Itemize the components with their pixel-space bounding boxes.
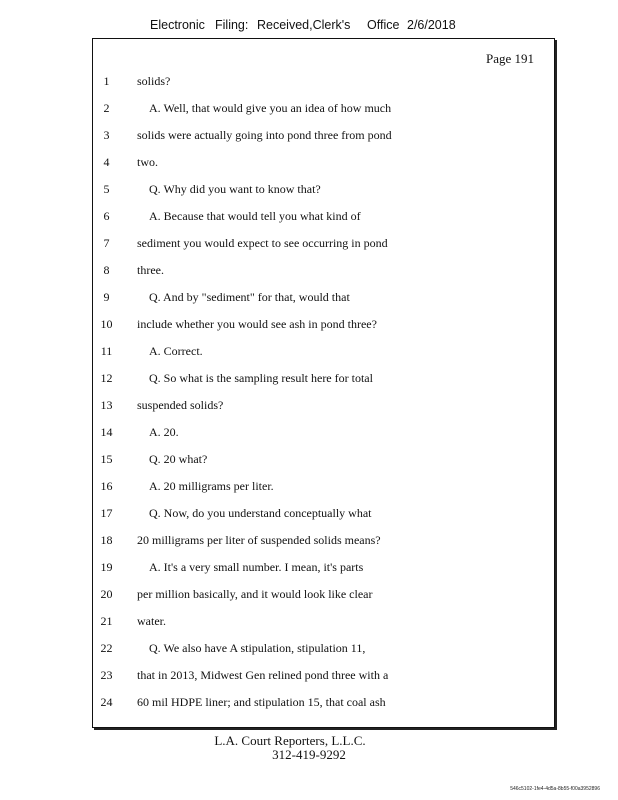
transcript-line — [93, 98, 554, 118]
line-text: per million basically, and it would look like clear — [137, 587, 373, 601]
line-text: Q. And by "sediment" for that, would that — [149, 290, 350, 304]
line-text: suspended solids? — [137, 398, 224, 412]
court-reporter-phone: 312-419-9292 — [272, 747, 346, 762]
transcript-line — [93, 422, 554, 442]
line-number: 10 — [100, 317, 113, 331]
line-number: 15 — [100, 452, 113, 466]
line-text: A. Correct. — [149, 344, 203, 358]
transcript-line — [93, 503, 554, 523]
line-number: 2 — [103, 101, 110, 115]
line-text: two. — [137, 155, 158, 169]
transcript-line — [93, 476, 554, 496]
line-text: A. It's a very small number. I mean, it's parts — [149, 560, 364, 574]
transcript-line — [93, 341, 554, 361]
line-text: solids? — [137, 74, 171, 88]
transcript-line — [93, 314, 554, 334]
line-number: 6 — [103, 209, 110, 223]
transcript-line — [93, 584, 554, 604]
page-number: Page 191 — [485, 51, 534, 66]
line-number: 11 — [100, 344, 113, 358]
line-number: 7 — [103, 236, 110, 250]
line-number: 23 — [100, 668, 113, 682]
line-text: A. 20 milligrams per liter. — [149, 479, 274, 493]
transcript-page — [92, 38, 555, 728]
line-number: 19 — [100, 560, 113, 574]
line-text: sediment you would expect to see occurring in pond — [137, 236, 388, 250]
filing-stamp-word: Office — [367, 18, 400, 32]
transcript-line — [93, 152, 554, 172]
line-number: 12 — [100, 371, 113, 385]
line-number: 14 — [100, 425, 113, 439]
line-text: water. — [137, 614, 166, 628]
transcript-line — [93, 557, 554, 577]
line-number: 18 — [100, 533, 113, 547]
line-text: that in 2013, Midwest Gen relined pond three with a — [137, 668, 389, 682]
line-number: 24 — [100, 695, 113, 709]
line-text: Q. We also have A stipulation, stipulation 11, — [149, 641, 366, 655]
line-text: solids were actually going into pond three from pond — [137, 128, 392, 142]
transcript-line — [93, 125, 554, 145]
line-text: include whether you would see ash in pond three? — [137, 317, 377, 331]
transcript-line — [93, 395, 554, 415]
filing-stamp-header — [150, 18, 480, 38]
line-number: 20 — [100, 587, 113, 601]
line-number: 4 — [103, 155, 110, 169]
transcript-line — [93, 449, 554, 469]
line-text: three. — [137, 263, 164, 277]
transcript-line — [93, 233, 554, 253]
transcript-line — [93, 611, 554, 631]
filing-stamp-word: Electronic — [150, 18, 205, 32]
transcript-line — [93, 530, 554, 550]
line-number: 1 — [103, 74, 110, 88]
line-text: 60 mil HDPE liner; and stipulation 15, that coal ash — [137, 695, 386, 709]
filing-stamp-word: Filing: — [215, 18, 249, 32]
line-text: Q. Now, do you understand conceptually what — [149, 506, 372, 520]
line-text: Q. Why did you want to know that? — [149, 182, 321, 196]
line-number: 16 — [100, 479, 113, 493]
line-number: 22 — [100, 641, 113, 655]
transcript-line — [93, 665, 554, 685]
line-number: 8 — [103, 263, 110, 277]
line-text: Q. So what is the sampling result here for total — [149, 371, 373, 385]
line-text: A. 20. — [149, 425, 179, 439]
court-reporter-name: L.A. Court Reporters, L.L.C. — [214, 733, 366, 748]
line-text: 20 milligrams per liter of suspended solids means? — [137, 533, 381, 547]
transcript-line — [93, 287, 554, 307]
line-number: 21 — [100, 614, 113, 628]
document-hash: 546c5102-1fe4-4d5a-8b55-f00a3952896 — [510, 786, 600, 792]
line-number: 9 — [103, 290, 110, 304]
transcript-line — [93, 179, 554, 199]
line-number: 5 — [103, 182, 110, 196]
line-number: 13 — [100, 398, 113, 412]
transcript-line — [93, 692, 554, 712]
transcript-line — [93, 71, 554, 91]
filing-stamp-word: Received,Clerk's — [257, 18, 351, 32]
line-text: A. Well, that would give you an idea of how much — [149, 101, 392, 115]
filing-stamp-word: 2/6/2018 — [407, 18, 456, 32]
transcript-line — [93, 260, 554, 280]
line-number: 17 — [100, 506, 113, 520]
line-text: A. Because that would tell you what kind of — [149, 209, 361, 223]
line-number: 3 — [103, 128, 110, 142]
transcript-line — [93, 206, 554, 226]
transcript-line — [93, 638, 554, 658]
transcript-line — [93, 368, 554, 388]
line-text: Q. 20 what? — [149, 452, 208, 466]
